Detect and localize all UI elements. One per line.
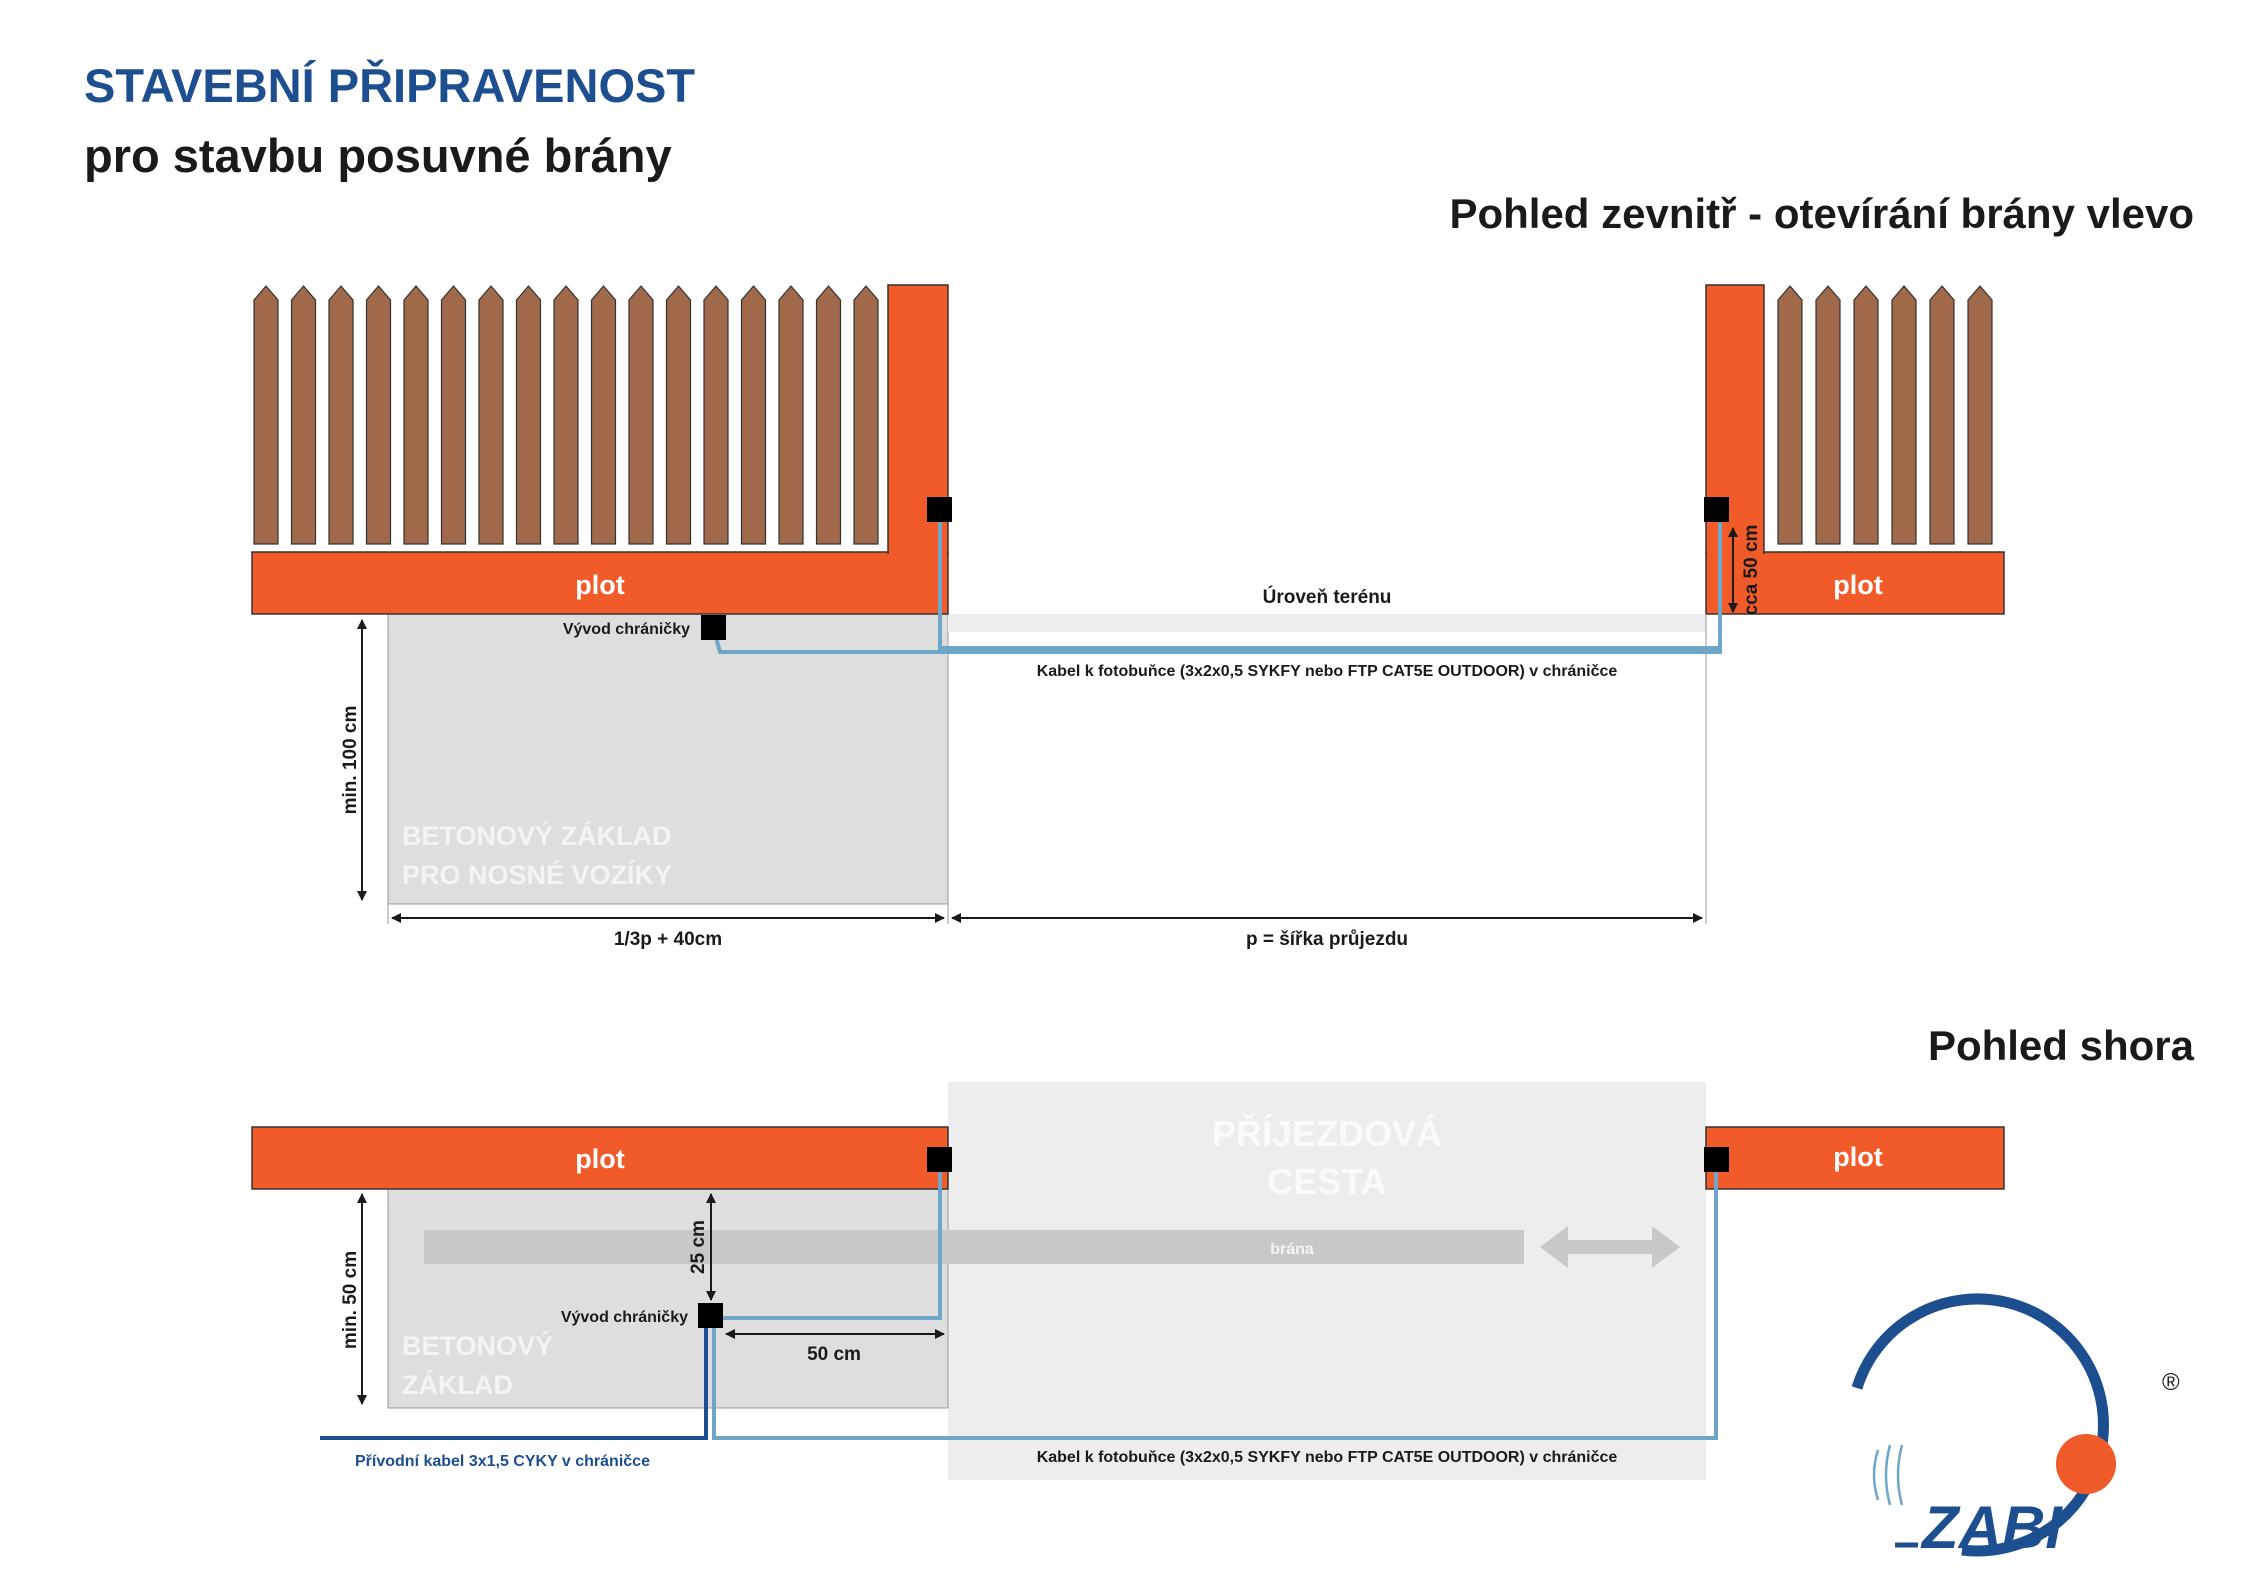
fence-picket — [292, 286, 316, 544]
front-foundation-label-2: PRO NOSNÉ VOZÍKY — [402, 860, 673, 890]
opening-width-label: p = šířka průjezdu — [1245, 929, 1409, 950]
logo-waves-icon — [1874, 1445, 1902, 1505]
fence-picket — [779, 286, 803, 544]
front-view — [252, 285, 2004, 950]
top-depth-dimension-label: min. 50 cm — [340, 1250, 361, 1350]
logo-registered: ® — [2162, 1369, 2180, 1396]
top-foundation-label-2: ZÁKLAD — [402, 1370, 513, 1400]
fence-picket — [442, 286, 466, 544]
front-right-photocell-icon — [1704, 497, 1729, 522]
fence-picket — [254, 286, 278, 544]
top-foundation-label-1: BETONOVÝ — [402, 1331, 554, 1361]
fence-picket — [1854, 286, 1878, 544]
fence-picket — [329, 286, 353, 544]
front-view-title: Pohled zevnitř - otevírání brány vlevo — [1449, 190, 2194, 237]
front-left-photocell-icon — [927, 497, 952, 522]
front-conduit-outlet-label: Vývod chráničky — [562, 621, 690, 638]
top-left-photocell-icon — [927, 1147, 952, 1172]
fence-picket — [704, 286, 728, 544]
top-view-title: Pohled shora — [1927, 1022, 2194, 1069]
gate-bar — [424, 1230, 1524, 1264]
height-dimension-label: cca 50 cm — [1741, 524, 1762, 616]
top-left-fence-label: plot — [575, 1144, 625, 1174]
logo-text: ZABI — [1922, 1494, 2062, 1561]
power-cable-label: Přívodní kabel 3x1,5 CYKY v chráničce — [355, 1453, 650, 1470]
front-photocell-cable-label: Kabel k fotobuňce (3x2x0,5 SYKFY nebo FTP CAT5E OUTDOOR) v chráničce — [1036, 663, 1618, 680]
top-conduit-outlet-label: Vývod chráničky — [560, 1309, 688, 1326]
fence-picket — [479, 286, 503, 544]
top-view — [252, 1082, 2004, 1480]
fence-picket — [1930, 286, 1954, 544]
fence-picket — [667, 286, 691, 544]
terrain-band — [948, 614, 1706, 632]
front-left-fence-label: plot — [575, 570, 625, 600]
fence-picket — [1892, 286, 1916, 544]
page-subtitle: pro stavbu posuvné brány — [84, 129, 672, 182]
fence-picket — [1816, 286, 1840, 544]
fence-picket — [404, 286, 428, 544]
front-depth-dimension-label: min. 100 cm — [340, 705, 361, 815]
fence-picket — [554, 286, 578, 544]
distance-dimension-label: 50 cm — [807, 1344, 861, 1365]
right-fence-pickets — [1778, 286, 1992, 544]
fence-picket — [1968, 286, 1992, 544]
top-right-photocell-icon — [1704, 1147, 1729, 1172]
top-photocell-cable-label: Kabel k fotobuňce (3x2x0,5 SYKFY nebo FTP CAT5E OUTDOOR) v chráničce — [1036, 1449, 1618, 1466]
fence-picket — [742, 286, 766, 544]
foundation-width-label: 1/3p + 40cm — [613, 929, 723, 950]
driveway-label-2: CESTA — [1267, 1161, 1387, 1202]
terrain-label: Úroveň terénu — [1262, 587, 1392, 608]
left-fence-pickets — [254, 286, 878, 544]
front-foundation-label-1: BETONOVÝ ZÁKLAD — [402, 821, 672, 851]
fence-picket — [517, 286, 541, 544]
fence-picket — [854, 286, 878, 544]
zabi-logo — [1857, 1299, 2180, 1561]
driveway-label-1: PŘÍJEZDOVÁ — [1211, 1113, 1443, 1154]
front-conduit-outlet-icon — [701, 615, 726, 640]
gate-label: brána — [1270, 1241, 1314, 1258]
logo-orange-dot — [2056, 1434, 2116, 1494]
fence-picket — [817, 286, 841, 544]
fence-picket — [367, 286, 391, 544]
offset-dimension-label: 25 cm — [688, 1220, 709, 1274]
fence-picket — [592, 286, 616, 544]
top-right-fence-label: plot — [1833, 1142, 1883, 1172]
top-conduit-outlet-icon — [698, 1303, 723, 1328]
fence-picket — [1778, 286, 1802, 544]
front-right-fence-label: plot — [1833, 570, 1883, 600]
page-title: STAVEBNÍ PŘIPRAVENOST — [84, 59, 696, 112]
fence-picket — [629, 286, 653, 544]
